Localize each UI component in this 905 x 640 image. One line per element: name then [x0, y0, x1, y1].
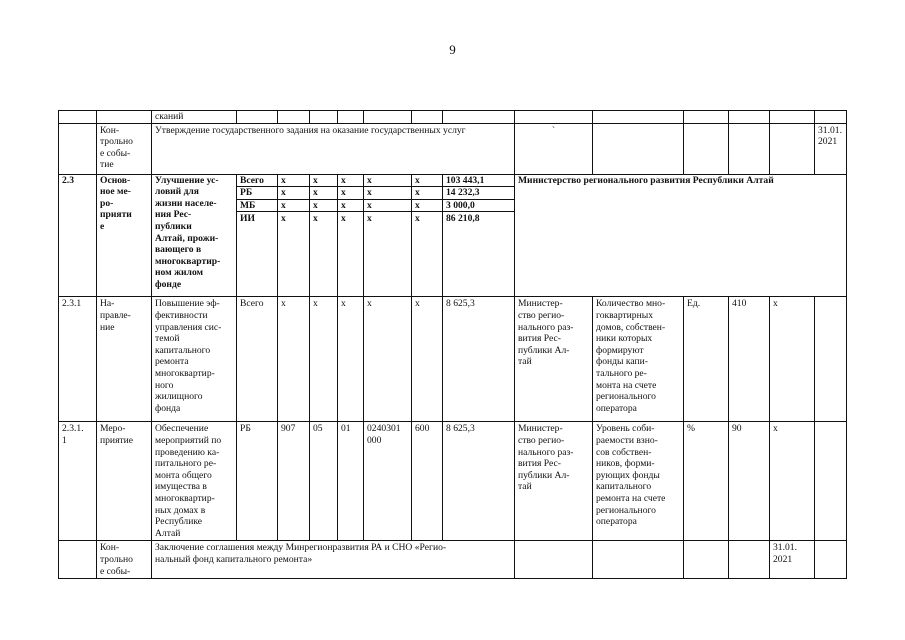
code-cell: х [412, 199, 443, 212]
deadline-date: 31.01. 2021 [770, 541, 815, 579]
table-row [59, 541, 847, 579]
table-row [59, 297, 847, 422]
row-type: Основ- ное ме- ро- прияти е [97, 174, 152, 297]
code-cell: х [338, 297, 364, 422]
code-cell: х [338, 174, 364, 187]
x-cell: х [770, 422, 815, 541]
code-cell: х [338, 212, 364, 297]
row-type: Кон- трольно е собы- тие [97, 123, 152, 174]
code-cell: х [310, 212, 338, 297]
activity-name: Повышение эф- фективности управления сис- темой капитального ремонта многоквартир- ного жилищного фонда [152, 297, 237, 422]
x-cell: х [770, 297, 815, 422]
control-event-description: Заключение соглашения между Минрегионразвития РА и СНО «Регио- нальный фонд капитального ремонта» [152, 541, 515, 579]
code-cell: х [278, 174, 310, 187]
code-cell: х [310, 199, 338, 212]
control-event-description: Утверждение государственного задания на оказание государственных услуг [152, 123, 515, 174]
code-cell: х [278, 212, 310, 297]
code-cell: х [310, 187, 338, 200]
table-row [59, 174, 847, 187]
code-cell: х [338, 187, 364, 200]
indicator-unit: % [684, 422, 729, 541]
code-cell: х [412, 174, 443, 187]
funding-source: Всего [237, 297, 278, 422]
row-type: Кон- трольно е собы- [97, 541, 152, 579]
funding-amount: 14 232,3 [443, 187, 515, 200]
code-cell: х [412, 297, 443, 422]
funding-source: ИИ [237, 212, 278, 297]
code-cell: х [412, 212, 443, 297]
responsible-ministry: Министер- ство регио- нального раз- вития Рес- публики Ал- тай [515, 297, 593, 422]
code-cell: 01 [338, 422, 364, 541]
funding-amount: 3 000,0 [443, 199, 515, 212]
indicator-value: 410 [729, 297, 770, 422]
code-cell: 05 [310, 422, 338, 541]
code-cell: 600 [412, 422, 443, 541]
activity-name: Улучшение ус- ловий для жизни населе- ния Рес- публики Алтай, прожи- вающего в многоквартир- ном жилом фонде [152, 174, 237, 297]
code-cell: х [364, 212, 412, 297]
code-cell: х [278, 199, 310, 212]
indicator-unit: Ед. [684, 297, 729, 422]
indicator-name: Количество мно- гоквартирных домов, собствен- ники которых формируют фонды капи- тального ре- монта на счете регионального оператора [593, 297, 684, 422]
deadline-date: 31.01. 2021 [815, 123, 847, 174]
page-number: 9 [449, 42, 456, 57]
code-cell: х [412, 187, 443, 200]
code-cell: х [364, 174, 412, 187]
code-cell: х [338, 199, 364, 212]
funding-amount: 8 625,3 [443, 297, 515, 422]
row-type: На- правле- ние [97, 297, 152, 422]
funding-amount: 8 625,3 [443, 422, 515, 541]
code-cell: х [278, 187, 310, 200]
code-cell: х [310, 297, 338, 422]
responsible-ministry: Министер- ство регио- нального раз- вития Рес- публики Ал- тай [515, 422, 593, 541]
code-cell: х [364, 297, 412, 422]
row-type: Меро- приятие [97, 422, 152, 541]
code-cell: х [278, 297, 310, 422]
row-number: 2.3 [59, 174, 97, 297]
code-cell: 0240301 000 [364, 422, 412, 541]
activity-name: Обеспечение мероприятий по проведению ка- питального ре- монта общего имущества в многоквартир- ных домах в Республике Алтай [152, 422, 237, 541]
code-cell: х [364, 187, 412, 200]
scan-mark: ` [515, 123, 593, 174]
responsible-ministry: Министерство регионального развития Республики Алтай [515, 174, 847, 297]
funding-amount: 103 443,1 [443, 174, 515, 187]
code-cell: х [310, 174, 338, 187]
funding-source: РБ [237, 187, 278, 200]
table-row [59, 111, 847, 124]
code-cell: 907 [278, 422, 310, 541]
funding-source: МБ [237, 199, 278, 212]
funding-amount: 86 210,8 [443, 212, 515, 297]
table-row [59, 422, 847, 541]
row-number: 2.3.1 [59, 297, 97, 422]
event-name-tail: сканий [152, 111, 237, 124]
funding-source: РБ [237, 422, 278, 541]
code-cell: х [364, 199, 412, 212]
row-number: 2.3.1. 1 [59, 422, 97, 541]
indicator-value: 90 [729, 422, 770, 541]
indicator-name: Уровень соби- раемости взно- сов собствен- ников, форми- рующих фонды капитального ремонта на счете регионального оператора [593, 422, 684, 541]
program-table [58, 110, 847, 579]
funding-source: Всего [237, 174, 278, 187]
table-row [59, 123, 847, 174]
